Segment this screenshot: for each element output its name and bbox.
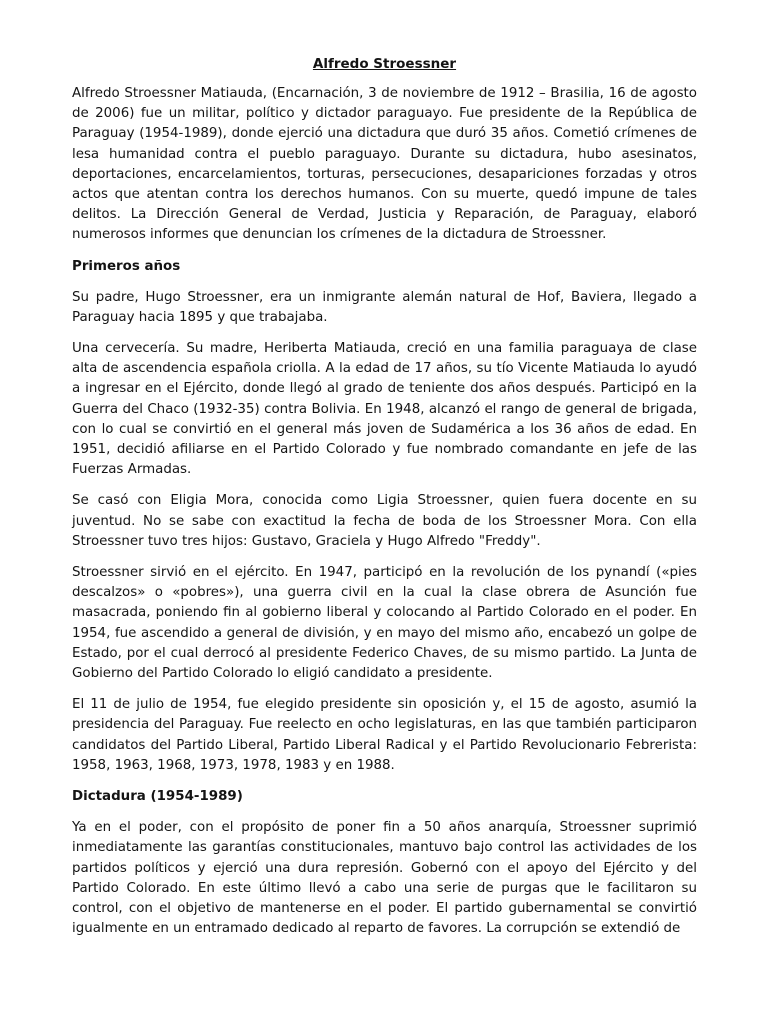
paragraph: Ya en el poder, con el propósito de poner fin a 50 años anarquía, Stroessner suprimió inmediatamente las garantías constitucionales, mantuvo bajo control las actividades de los partidos políticos y ejerció una dura represión. Gobernó con el apoyo del Ejército y del Partido Colorado. En este último llevó a cabo una serie de purgas que le facilitaron su control, con el objetivo de mantenerse en el poder. El partido gubernamental se convirtió igualmente en un entramado dedicado al reparto de favores. La corrupción se extendió de: [72, 820, 697, 937]
document-title: Alfredo Stroessner: [312, 56, 457, 72]
intro-paragraph: Alfredo Stroessner Matiauda, (Encarnación, 3 de noviembre de 1912 – Brasilia, 16 de agosto de 2006) fue un militar, político y dictador paraguayo. Fue presidente de la República de Paraguay (1954-1989), donde ejerció una dictadura que duró 35 años. Cometió crímenes de lesa humanidad contra el pueblo paraguayo. Durante su dictadura, hubo asesinatos, deportaciones, encarcelamientos, torturas, persecuciones, desapariciones forzadas y otros actos que atentan contra los derechos humanos. Con su muerte, quedó impune de tales delitos. La Dirección General de Verdad, Justicia y Reparación, de Paraguay, elaboró numerosos informes que denuncian los crímenes de la dictadura de Stroessner.: [72, 86, 697, 243]
section-heading-dictadura: Dictadura (1954-1989): [72, 789, 243, 805]
paragraph: El 11 de julio de 1954, fue elegido presidente sin oposición y, el 15 de agosto, asumió la presidencia del Paraguay. Fue reelecto en ocho legislaturas, en las que también participaron candidatos del Partido Liberal, Partido Liberal Radical y el Partido Revolucionario Febrerista: 1958, 1963, 1968, 1973, 1978, 1983 y en 1988.: [72, 697, 697, 773]
paragraph: Stroessner sirvió en el ejército. En 1947, participó en la revolución de los pynandí («pies descalzos» o «pobres»), una guerra civil en la cual la clase obrera de Asunción fue masacrada, poniendo fin al gobierno liberal y colocando al Partido Colorado en el poder. En 1954, fue ascendido a general de división, y en mayo del mismo año, encabezó un golpe de Estado, por el cual derrocó al presidente Federico Chaves, de su mismo partido. La Junta de Gobierno del Partido Colorado lo eligió candidato a presidente.: [72, 565, 697, 682]
document-page: [72, 54, 697, 950]
paragraph: Se casó con Eligia Mora, conocida como Ligia Stroessner, quien fuera docente en su juventud. No se sabe con exactitud la fecha de boda de los Stroessner Mora. Con ella Stroessner tuvo tres hijos: Gustavo, Graciela y Hugo Alfredo "Freddy".: [72, 493, 697, 549]
paragraph: Una cervecería. Su madre, Heriberta Matiauda, creció en una familia paraguaya de clase alta de ascendencia española criolla. A la edad de 17 años, su tío Vicente Matiauda lo ayudó a ingresar en el Ejército, donde llegó al grado de teniente dos años después. Participó en la Guerra del Chaco (1932-35) contra Bolivia. En 1948, alcanzó el rango de general de brigada, con lo cual se convirtió en el general más joven de Sudamérica a los 36 años de edad. En 1951, decidió afiliarse en el Partido Colorado y fue nombrado comandante en jefe de las Fuerzas Armadas.: [72, 341, 697, 478]
paragraph: Su padre, Hugo Stroessner, era un inmigrante alemán natural de Hof, Baviera, llegado a Paraguay hacia 1895 y que trabajaba.: [72, 289, 697, 325]
section-heading-primeros-anos: Primeros años: [72, 258, 181, 274]
